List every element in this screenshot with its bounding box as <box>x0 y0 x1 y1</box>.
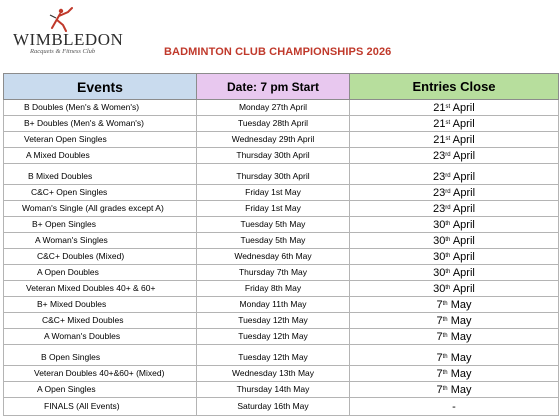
close-day-suffix: rd <box>445 204 451 211</box>
close-month: April <box>452 117 475 130</box>
event-name: A Woman's Singles <box>4 233 197 249</box>
entries-close <box>350 297 559 313</box>
event-date: Tuesday 28th April <box>197 116 350 132</box>
header-entries-close: Entries Close <box>350 74 559 100</box>
close-month: May <box>450 330 472 343</box>
event-name: A Mixed Doubles <box>4 148 197 164</box>
event-date: Friday 8th May <box>197 281 350 297</box>
event-name: B+ Doubles (Men's & Woman's) <box>4 116 197 132</box>
event-name: B+ Open Singles <box>4 217 197 233</box>
entries-close <box>350 132 559 148</box>
event-name: A Woman's Doubles <box>4 329 197 345</box>
event-date: Tuesday 5th May <box>197 217 350 233</box>
event-date: Tuesday 12th May <box>197 329 350 345</box>
header-events: Events <box>4 74 197 100</box>
page-title: BADMINTON CLUB CHAMPIONSHIPS 2026 <box>164 46 392 58</box>
close-day-suffix: th <box>442 332 448 339</box>
entries-close <box>350 265 559 281</box>
table-row <box>4 398 559 416</box>
entries-close <box>350 116 559 132</box>
table-row <box>4 382 559 398</box>
event-name: C&C+ Open Singles <box>4 185 197 201</box>
event-name: B+ Mixed Doubles <box>4 297 197 313</box>
close-day: 7 <box>436 352 443 364</box>
close-month: April <box>452 133 475 146</box>
close-day: 30 <box>433 234 446 247</box>
close-day: 7 <box>436 367 443 380</box>
table-row <box>4 313 559 329</box>
event-name: Woman's Single (All grades except A) <box>4 201 197 217</box>
entries-close <box>350 366 559 382</box>
event-name: B Doubles (Men's & Women's) <box>4 100 197 116</box>
event-name: B Open Singles <box>4 345 197 366</box>
close-day: 21 <box>433 117 446 130</box>
close-day-suffix: rd <box>445 188 451 195</box>
close-month: May <box>450 352 472 364</box>
close-day: 7 <box>436 383 443 396</box>
close-month: April <box>453 171 476 183</box>
event-date: Tuesday 5th May <box>197 233 350 249</box>
close-day: - <box>452 400 456 413</box>
close-day: 23 <box>432 149 446 162</box>
entries-close <box>350 382 559 398</box>
close-day-suffix: st <box>445 135 451 142</box>
championship-schedule-table <box>3 73 559 416</box>
table-row <box>4 329 559 345</box>
event-name: FINALS (All Events) <box>4 398 197 416</box>
table-row <box>4 366 559 382</box>
close-day: 30 <box>433 218 446 231</box>
event-date: Wednesday 6th May <box>197 249 350 265</box>
table-row <box>4 281 559 297</box>
close-month: April <box>453 186 476 199</box>
entries-close <box>350 164 559 185</box>
event-date: Wednesday 29th April <box>197 132 350 148</box>
table-row <box>4 201 559 217</box>
event-name: B Mixed Doubles <box>4 164 197 185</box>
close-day-suffix: th <box>445 284 451 291</box>
entries-close <box>350 185 559 201</box>
club-logo <box>8 4 128 56</box>
close-month: May <box>450 298 472 311</box>
club-name: WIMBLEDON <box>13 30 124 49</box>
table-row <box>4 297 559 313</box>
table-row <box>4 132 559 148</box>
event-date: Tuesday 12th May <box>197 313 350 329</box>
event-date: Thursday 7th May <box>197 265 350 281</box>
close-month: April <box>452 218 475 231</box>
close-day: 23 <box>432 171 446 183</box>
event-name: C&C+ Doubles (Mixed) <box>4 249 197 265</box>
close-day-suffix: st <box>445 119 451 126</box>
close-day: 21 <box>433 101 446 114</box>
event-date: Friday 1st May <box>197 185 350 201</box>
event-date: Tuesday 12th May <box>197 345 350 366</box>
entries-close <box>350 281 559 297</box>
entries-close <box>350 249 559 265</box>
event-date: Monday 27th April <box>197 100 350 116</box>
table-row <box>4 249 559 265</box>
close-month: April <box>452 282 475 295</box>
header-date: Date: 7 pm Start <box>197 74 350 100</box>
table-row <box>4 265 559 281</box>
event-name: A Open Singles <box>4 382 197 398</box>
close-day-suffix: st <box>445 103 451 110</box>
table-row <box>4 148 559 164</box>
close-day-suffix: th <box>442 316 448 323</box>
close-day-suffix: th <box>445 220 451 227</box>
close-day-suffix: rd <box>445 173 451 179</box>
table-row <box>4 185 559 201</box>
entries-close <box>350 148 559 164</box>
close-day-suffix: th <box>445 236 451 243</box>
close-month: April <box>452 234 475 247</box>
entries-close <box>350 233 559 249</box>
close-day: 7 <box>436 330 443 343</box>
close-month: April <box>453 202 476 215</box>
entries-close <box>350 345 559 366</box>
table-row <box>4 345 559 366</box>
close-day: 7 <box>436 298 443 311</box>
event-name: A Open Doubles <box>4 265 197 281</box>
table-row <box>4 164 559 185</box>
table-header-row <box>4 74 559 100</box>
entries-close <box>350 398 559 416</box>
close-day: 21 <box>433 133 446 146</box>
event-name: Veteran Mixed Doubles 40+ & 60+ <box>4 281 197 297</box>
close-month: April <box>452 266 475 279</box>
close-day: 30 <box>433 266 446 279</box>
event-date: Monday 11th May <box>197 297 350 313</box>
close-month: April <box>453 149 476 162</box>
entries-close <box>350 201 559 217</box>
close-day: 23 <box>432 186 446 199</box>
table-body <box>4 100 559 416</box>
event-date: Thursday 30th April <box>197 148 350 164</box>
close-day-suffix: th <box>445 268 451 275</box>
badminton-player-icon <box>46 6 76 32</box>
event-date: Friday 1st May <box>197 201 350 217</box>
entries-close <box>350 313 559 329</box>
table-row <box>4 116 559 132</box>
entries-close <box>350 329 559 345</box>
club-subtitle: Racquets & Fitness Club <box>30 48 96 55</box>
table-row <box>4 233 559 249</box>
event-name: C&C+ Mixed Doubles <box>4 313 197 329</box>
close-day-suffix: th <box>442 385 448 392</box>
event-date: Wednesday 13th May <box>197 366 350 382</box>
event-name: Veteran Open Singles <box>4 132 197 148</box>
entries-close <box>350 217 559 233</box>
close-day-suffix: th <box>445 252 451 259</box>
close-month: April <box>452 101 475 114</box>
close-day-suffix: th <box>442 300 448 307</box>
event-name: Veteran Doubles 40+&60+ (Mixed) <box>4 366 197 382</box>
close-month: May <box>450 383 472 396</box>
close-day: 7 <box>436 314 443 327</box>
close-day-suffix: th <box>442 354 448 360</box>
event-date: Saturday 16th May <box>197 398 350 416</box>
close-month: May <box>450 314 472 327</box>
close-day-suffix: th <box>442 369 448 376</box>
close-month: April <box>452 250 475 263</box>
table-row <box>4 217 559 233</box>
close-month: May <box>450 367 472 380</box>
close-day-suffix: rd <box>445 151 451 158</box>
table-row <box>4 100 559 116</box>
event-date: Thursday 30th April <box>197 164 350 185</box>
close-day: 23 <box>432 202 446 215</box>
entries-close <box>350 100 559 116</box>
close-day: 30 <box>433 250 446 263</box>
event-date: Thursday 14th May <box>197 382 350 398</box>
close-day: 30 <box>433 282 446 295</box>
